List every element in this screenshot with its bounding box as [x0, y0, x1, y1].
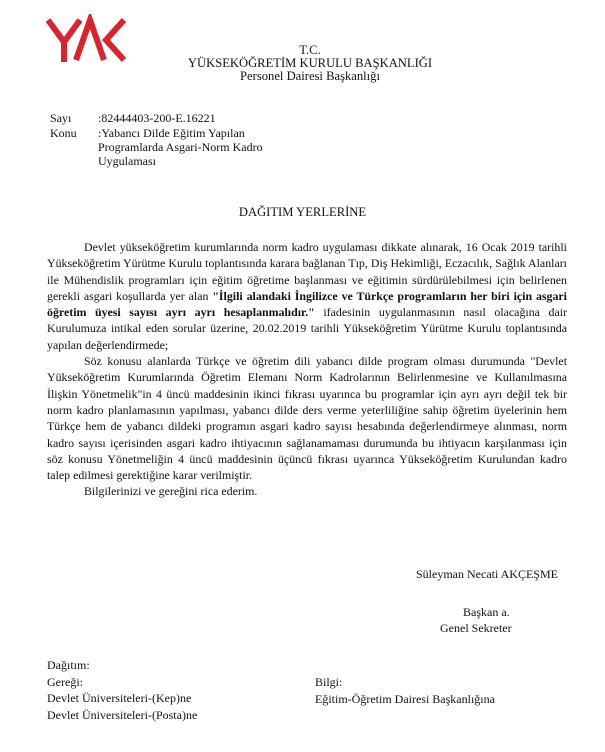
- body-paragraph-1: [47, 239, 567, 353]
- body-p1-text-b: ifadesinin uygulanmasının nasıl olacağına dair Kurulumuza intikal eden sorular üzerine, 20.02.2019 tarihli Yükseköğretim Yürütme Kurulu toplantısında yapılan değerlendirmede;: [47, 305, 567, 352]
- sayi-value: :82444403-200-E.16221: [98, 111, 216, 125]
- sayi-label: Sayı: [50, 111, 72, 125]
- meta-konu-row: [50, 126, 298, 168]
- bilgi-label: Bilgi:: [315, 675, 343, 689]
- signature-title-2: Genel Sekreter: [440, 621, 512, 635]
- gerei-label: Gereği:: [47, 674, 83, 689]
- konu-label: Konu: [50, 126, 77, 140]
- header-institution: YÜKSEKÖĞRETİM KURULU BAŞKANLIĞI: [187, 56, 433, 70]
- letter-body: [47, 239, 567, 500]
- distribution-block: [47, 657, 197, 723]
- body-p1-text-a: Devlet yükseköğretim kurumlarında norm kadro uygulaması dikkate alınarak, 16 Ocak 2019 tarihli Yükseköğretim Yürütme Kurulu toplantısında karara bağlanan Tıp, Diş Hekimliği, Eczacılık, Sağlık Alanları ile Mühendislik programları için eğitim öğretime başlanması ve eğitimin sürdürülebilmesi için belirlenen gerekli asgari koşullarda yer alan: [47, 240, 567, 303]
- letter-meta: [50, 111, 298, 168]
- meta-sayi-row: [50, 111, 298, 125]
- distribution-label: Dağıtım:: [47, 658, 90, 672]
- body-p1-bold-quote: "İlgili alandaki İngilizce ve Türkçe programların her biri için asgari öğretim üyesi sayısı ayrı ayrı hesaplanmalıdır.": [47, 288, 567, 320]
- distribution-title: DAĞITIM YERLERİNE: [238, 205, 367, 219]
- gerei-item: Devlet Üniversiteleri-(Kep)ne: [47, 691, 192, 705]
- header-tc: T.C.: [299, 43, 321, 57]
- header-department: Personel Dairesi Başkanlığı: [240, 69, 380, 83]
- signature-title-1: Başkan a.: [463, 605, 510, 619]
- bilgi-block: [315, 674, 495, 707]
- letter-header: [150, 44, 470, 83]
- signature-name: Süleyman Necati AKÇEŞME: [416, 567, 558, 581]
- body-paragraph-3: Bilgilerinizi ve gereğini rica ederim.: [84, 484, 258, 499]
- bilgi-item: Eğitim-Öğretim Dairesi Başkanlığına: [315, 691, 495, 706]
- body-paragraph-2: Söz konusu alanlarda Türkçe ve öğretim dili yabancı dilde program olması durumunda "Devlet Yükseköğretim Kurumlarında Öğretim Elemanı Norm Kadrolarının Belirlenmesine ve Kullanılmasına İlişkin Yönetmelik"in 4 üncü maddesinin ikinci fıkrası uyarınca bu programlar için ayrı ayrı değil tek bir norm kadro planlamasının yapılması, yabancı dilde ders verme yeterliliğine sahip öğretim üyelerinin hem Türkçe hem de yabancı dildeki programın asgari kadro sayısı hesabında değerlendirmeye alınması, norm kadro sayısı içerisinden asgari kadro ihtiyacının sağlanamaması durumunda bu ihtiyacın karşılanması için söz konusu Yönetmeliğin 4 üncü maddesinin üçüncü fıkrası uyarınca Yükseköğretim Kurulundan kadro talep edilmesi gerektiğine karar verilmiştir.: [47, 354, 567, 483]
- gerei-item: Devlet Üniversiteleri-(Posta)ne: [47, 707, 198, 722]
- yok-logo-icon: [46, 14, 126, 66]
- konu-value: :Yabancı Dilde Eğitim Yapılan Programlarda Asgari-Norm Kadro Uygulaması: [98, 126, 263, 168]
